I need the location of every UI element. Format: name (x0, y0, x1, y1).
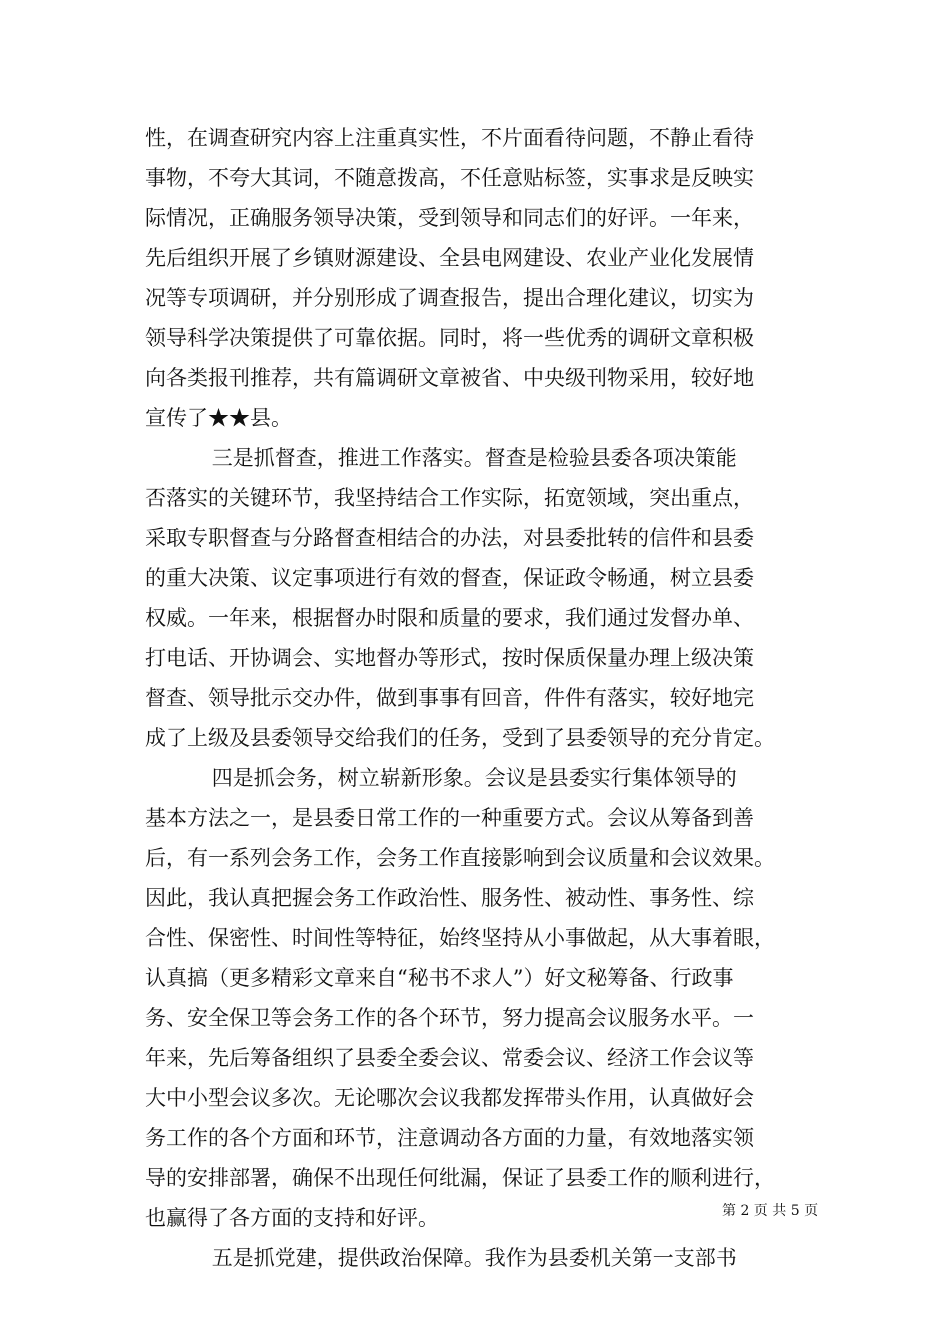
text-line: 基本方法之一，是县委日常工作的一种重要方式。会议从筹备到善 (145, 806, 754, 830)
text-line: 领导科学决策提供了可靠依据。同时，将一些优秀的调研文章积极 (145, 326, 754, 350)
text-line: 采取专职督查与分路督查相结合的办法，对县委批转的信件和县委 (145, 526, 754, 550)
text-line: 先后组织开展了乡镇财源建设、全县电网建设、农业产业化发展情 (145, 246, 754, 270)
text-line: 三是抓督查，推进工作落实。督查是检验县委各项决策能 (145, 446, 737, 470)
text-line: 督查、领导批示交办件，做到事事有回音，件件有落实，较好地完 (145, 686, 754, 710)
text-line: 权威。一年来，根据督办时限和质量的要求，我们通过发督办单、 (145, 606, 754, 630)
text-line: 务、安全保卫等会务工作的各个环节，努力提高会议服务水平。一 (145, 1006, 754, 1030)
text-line: 四是抓会务，树立崭新形象。会议是县委实行集体领导的 (145, 766, 737, 790)
text-line: 否落实的关键环节，我坚持结合工作实际，拓宽领域，突出重点， (145, 486, 754, 510)
text-line: 际情况，正确服务领导决策，受到领导和同志们的好评。一年来， (145, 206, 754, 230)
text-line: 宣传了★★县。 (145, 406, 292, 430)
text-line: 向各类报刊推荐，共有篇调研文章被省、中央级刊物采用，较好地 (145, 366, 754, 390)
text-line: 况等专项调研，并分别形成了调查报告，提出合理化建议，切实为 (145, 286, 754, 310)
text-line: 因此，我认真把握会务工作政治性、服务性、被动性、事务性、综 (145, 886, 754, 910)
page-number-footer: 第 2 页 共 5 页 (722, 1203, 819, 1219)
text-line: 成了上级及县委领导交给我们的任务，受到了县委领导的充分肯定。 (145, 726, 775, 750)
text-line: 打电话、开协调会、实地督办等形式，按时保质保量办理上级决策 (145, 646, 754, 670)
text-line: 导的安排部署，确保不出现任何纰漏，保证了县委工作的顺利进行， (145, 1166, 775, 1190)
text-line: 五是抓党建，提供政治保障。我作为县委机关第一支部书 (145, 1246, 737, 1270)
text-line: 性，在调查研究内容上注重真实性，不片面看待问题，不静止看待 (145, 126, 754, 150)
text-line: 年来，先后筹备组织了县委全委会议、常委会议、经济工作会议等 (145, 1046, 754, 1070)
text-line: 也赢得了各方面的支持和好评。 (145, 1206, 439, 1230)
text-line: 后，有一系列会务工作，会务工作直接影响到会议质量和会议效果。 (145, 846, 775, 870)
text-line: 认真搞（更多精彩文章来自“秘书不求人”）好文秘筹备、行政事 (145, 966, 734, 990)
text-line: 合性、保密性、时间性等特征，始终坚持从小事做起，从大事着眼， (145, 926, 775, 950)
document-body (145, 118, 815, 1278)
text-line: 大中小型会议多次。无论哪次会议我都发挥带头作用，认真做好会 (145, 1086, 754, 1110)
text-line: 的重大决策、议定事项进行有效的督查，保证政令畅通，树立县委 (145, 566, 754, 590)
text-line: 务工作的各个方面和环节，注意调动各方面的力量，有效地落实领 (145, 1126, 754, 1150)
text-line: 事物，不夸大其词，不随意拨高，不任意贴标签，实事求是反映实 (145, 166, 754, 190)
